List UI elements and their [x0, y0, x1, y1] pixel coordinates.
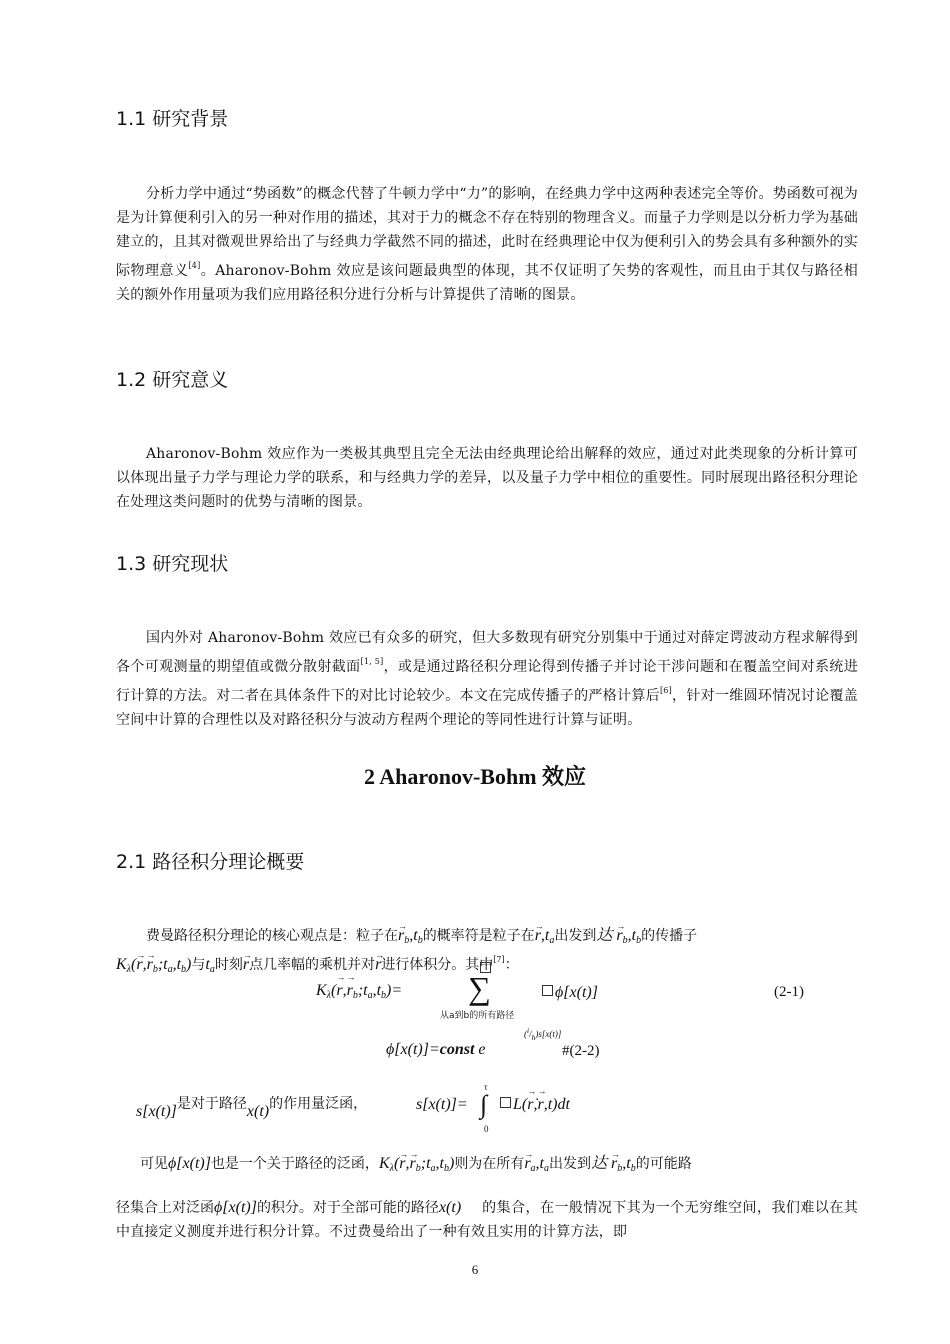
inline-text: 的积分。对于全部可能的路径 — [256, 1200, 439, 1216]
inline-text: 时刻 — [214, 957, 243, 973]
inline-text: 的概率符是粒子在 — [422, 928, 535, 944]
inline-math: → $r_a,t_a$ — [524, 1155, 549, 1172]
paragraph-status — [116, 626, 858, 732]
inline-text: 出发到 — [554, 928, 597, 944]
sum-symbol: ∑ — [468, 970, 491, 1006]
paragraph-text: ，针对一维圆环情况讨论覆盖空间中计算的合理性以及对路径积分与波动方程两个理论的等同性进行计算与证明。 — [116, 688, 858, 728]
inline-math: ϕ[x(t)] — [168, 1155, 211, 1172]
const-term: const — [439, 1041, 475, 1058]
inline-text: 则为在所有 — [454, 1156, 525, 1172]
inline-text: 径集合上对泛函 — [116, 1200, 214, 1216]
citation-ref: [1, 5] — [360, 657, 384, 666]
inline-text: 出发到 — [549, 1156, 591, 1172]
equation-number-2-1: (2-1) — [774, 984, 804, 1000]
inline-math: → $r_b,t_b$ — [398, 927, 423, 944]
inline-text: 费曼路径积分理论的核心观点是：粒子在 — [146, 928, 398, 944]
inline-text: 的集合，在一般情况下其为一个无穷维空间，我们难以在其中直接定义测度并进行积分计算。不过费曼给出了一种有效且实用的计算方法，即 — [116, 1200, 858, 1240]
inline-text: 的作用量泛函， — [269, 1096, 368, 1112]
exponent: $(^i/_ħ)s[x(t)]$ — [524, 1026, 562, 1042]
equation-number-2-2: #(2-2) — [562, 1043, 600, 1059]
inline-math: ϕ[x(t)] — [214, 1199, 257, 1216]
section-heading-2-1: 2.1 路径积分理论概要 — [116, 851, 305, 873]
paragraph-functional-rest — [116, 1196, 858, 1244]
inline-text: 与 — [191, 957, 206, 973]
equation-2-1-rhs: ϕ[x(t)] — [540, 984, 598, 1002]
section-heading-1-3: 1.3 研究现状 — [116, 553, 229, 575]
paragraph-significance: Aharonov-Bohm 效应作为一类极其典型且完全无法由经典理论给出解释的效应，通过对此类现象的分析计算可以体现出量子力学与理论力学的联系，和与经典力学的差异，以及量子力学中相位的重要性。同时展现出路径积分理论在处理这类问题时的优势与清晰的图景。 — [116, 446, 858, 510]
sum-range-label: 从a到b的所有路径 — [440, 1011, 515, 1021]
inline-math: → r — [243, 956, 249, 973]
inline-math: x(t) — [438, 1199, 462, 1216]
action-functional-line — [136, 1092, 367, 1124]
inline-text: 的可能路 — [635, 1156, 692, 1172]
section-heading-1-2: 1.2 研究意义 — [116, 369, 229, 391]
integral-lower-limit: 0 — [484, 1124, 489, 1134]
page-number: 6 — [471, 1262, 479, 1277]
inline-math: $t_a$ — [205, 956, 215, 975]
paragraph-path-integral-line2 — [116, 948, 519, 982]
inline-text: 点几率幅的乘机并对 — [249, 957, 376, 973]
integral-symbol: ∫ — [480, 1090, 488, 1119]
inline-text: 也是一个关于路径的泛函， — [210, 1156, 379, 1172]
paragraph-functional-line1 — [140, 1152, 692, 1181]
chapter-heading-2: 2 Aharonov-Bohm 效应 — [363, 764, 587, 789]
inline-math: $K_\lambda(\to r,\to$ $r_b;t_a,t_b$) — [379, 1155, 454, 1172]
citation-ref: [4] — [188, 261, 201, 270]
paragraph-text: 国内外对 Aharonov-Bohm 效应已有众多的研究，但大多数现有研究分别集中于通过对薛定谔波动方程求解得到各个可观测量的期望值或微分散射截面 — [116, 630, 858, 675]
inline-text: 可见 — [140, 1156, 168, 1172]
inline-math: 达 → $r_b,t_b$ — [596, 927, 641, 944]
inline-text: 达 — [591, 1155, 608, 1172]
inline-math: s[x(t)] — [136, 1103, 177, 1120]
equation-2-1-lhs: $K_\lambda(\to r,\to$ $r_b;t_a,t_b)=$ — [316, 982, 402, 1001]
paragraph-text: 。Aharonov-Bohm 效应是该问题最典型的体现，其不仅证明了矢势的客观性，而且由于其仅与路径相关的额外作用量项为我们应用路径积分进行分析与计算提供了清晰的图景。 — [116, 263, 858, 303]
inline-text: 是对于路径 — [176, 1096, 247, 1112]
paragraph-text: ，或是通过路径积分理论得到传播子并讨论干涉问题和在覆盖空间对系统进行计算的方法。对二者在具体条件下的对比讨论较少。本文在完成传播子的严格计算后 — [116, 659, 858, 704]
inline-text: 的传播子 — [641, 928, 698, 944]
inline-math: x(t) — [246, 1103, 270, 1120]
citation-ref: [6] — [659, 686, 672, 695]
inline-text: ： — [504, 957, 519, 973]
equation-2-2: ϕ[x(t)]=const e — [386, 1041, 486, 1058]
inline-math: 达 → $r_b,t_b$ — [591, 1155, 636, 1172]
integral-upper-limit: τ — [484, 1082, 488, 1092]
section-heading-1-1: 1.1 研究背景 — [116, 108, 229, 130]
lagrangian-term: L(→ ṙ,→ r,t)dt — [498, 1096, 570, 1114]
action-integral: s[x(t)]= — [416, 1096, 468, 1113]
citation-ref: [7] — [493, 955, 505, 964]
inline-math: $K_\lambda(\to r,\to$ $r_b;t_a,t_b$) — [116, 956, 191, 973]
paragraph-background — [116, 182, 858, 307]
inline-text: 进行体积分。其中 — [381, 957, 494, 973]
inline-math: → $r,t_a$ — [535, 927, 555, 944]
paragraph-text: 分析力学中通过“势函数”的概念代替了牛顿力学中“力”的影响，在经典力学中这两种表述完全等价。势函数可视为是为计算便利引入的另一种对作用的描述，其对于力的概念不存在特别的物理含义。而量子力学则是以分析力学为基础建立的，且其对微观世界给出了与经典力学截然不同的描述，此时在经典理论中仅为便利引入的势会具有多种额外的实际物理意义 — [116, 186, 858, 279]
inline-math: → r — [375, 956, 381, 973]
